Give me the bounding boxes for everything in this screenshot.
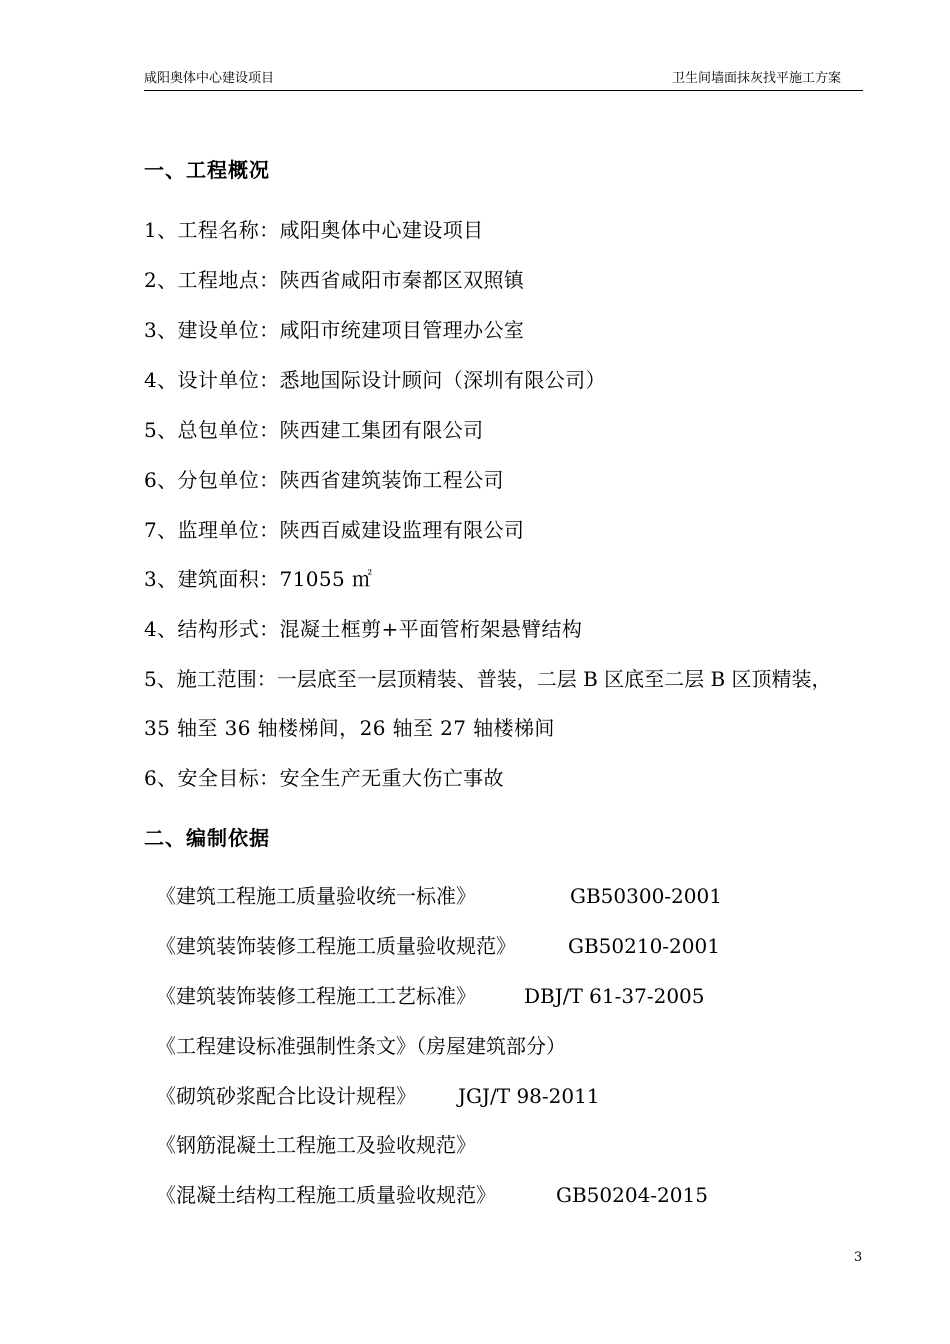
overview-item: 5、施工范围：一层底至一层顶精装、普装，二层 B 区底至二层 B 区顶精装，	[144, 667, 832, 691]
reference-item	[156, 932, 720, 960]
overview-item: 3、建设单位：咸阳市统建项目管理办公室	[144, 318, 525, 342]
reference-code: GB50210-2001	[568, 934, 720, 958]
reference-item	[156, 1032, 566, 1060]
page-number: 3	[854, 1250, 863, 1265]
overview-item: 4、设计单位：悉地国际设计顾问（深圳有限公司）	[144, 368, 606, 392]
reference-name: 《混凝土结构工程施工质量验收规范》	[156, 1183, 496, 1207]
overview-item: 1、工程名称：咸阳奥体中心建设项目	[144, 218, 484, 242]
reference-item	[156, 882, 722, 910]
page-header	[144, 70, 863, 91]
reference-item	[156, 982, 705, 1010]
reference-code: GB50204-2015	[556, 1183, 708, 1207]
reference-code: JGJ/T 98-2011	[458, 1084, 600, 1108]
reference-name: 《建筑工程施工质量验收统一标准》	[156, 884, 476, 908]
reference-item	[156, 1181, 708, 1209]
header-project-name: 咸阳奥体中心建设项目	[144, 71, 275, 86]
reference-name: 《砌筑砂浆配合比设计规程》	[156, 1084, 416, 1108]
overview-item: 6、分包单位：陕西省建筑装饰工程公司	[144, 468, 504, 492]
overview-item: 4、结构形式：混凝土框剪+平面管桁架悬臂结构	[144, 617, 583, 641]
overview-item: 6、安全目标：安全生产无重大伤亡事故	[144, 766, 504, 790]
section-title-basis: 二、编制依据	[144, 826, 270, 850]
section-title-overview: 一、工程概况	[144, 158, 270, 182]
overview-item-continuation: 35 轴至 36 轴楼梯间，26 轴至 27 轴楼梯间	[144, 716, 555, 740]
overview-item: 2、工程地点：陕西省咸阳市秦都区双照镇	[144, 268, 525, 292]
reference-code: DBJ/T 61-37-2005	[524, 984, 705, 1008]
overview-item: 5、总包单位：陕西建工集团有限公司	[144, 418, 484, 442]
reference-name: 《建筑装饰装修工程施工工艺标准》	[156, 984, 476, 1008]
reference-name: 《建筑装饰装修工程施工质量验收规范》	[156, 934, 516, 958]
reference-item	[156, 1082, 600, 1110]
reference-name: 《工程建设标准强制性条文》（房屋建筑部分）	[156, 1034, 566, 1058]
reference-code: GB50300-2001	[570, 884, 722, 908]
header-document-title: 卫生间墙面抹灰找平施工方案	[671, 71, 841, 86]
overview-item: 3、建筑面积：71055 ㎡	[144, 567, 373, 591]
overview-item: 7、监理单位：陕西百威建设监理有限公司	[144, 518, 525, 542]
reference-name: 《钢筋混凝土工程施工及验收规范》	[156, 1133, 476, 1157]
reference-item	[156, 1131, 476, 1159]
